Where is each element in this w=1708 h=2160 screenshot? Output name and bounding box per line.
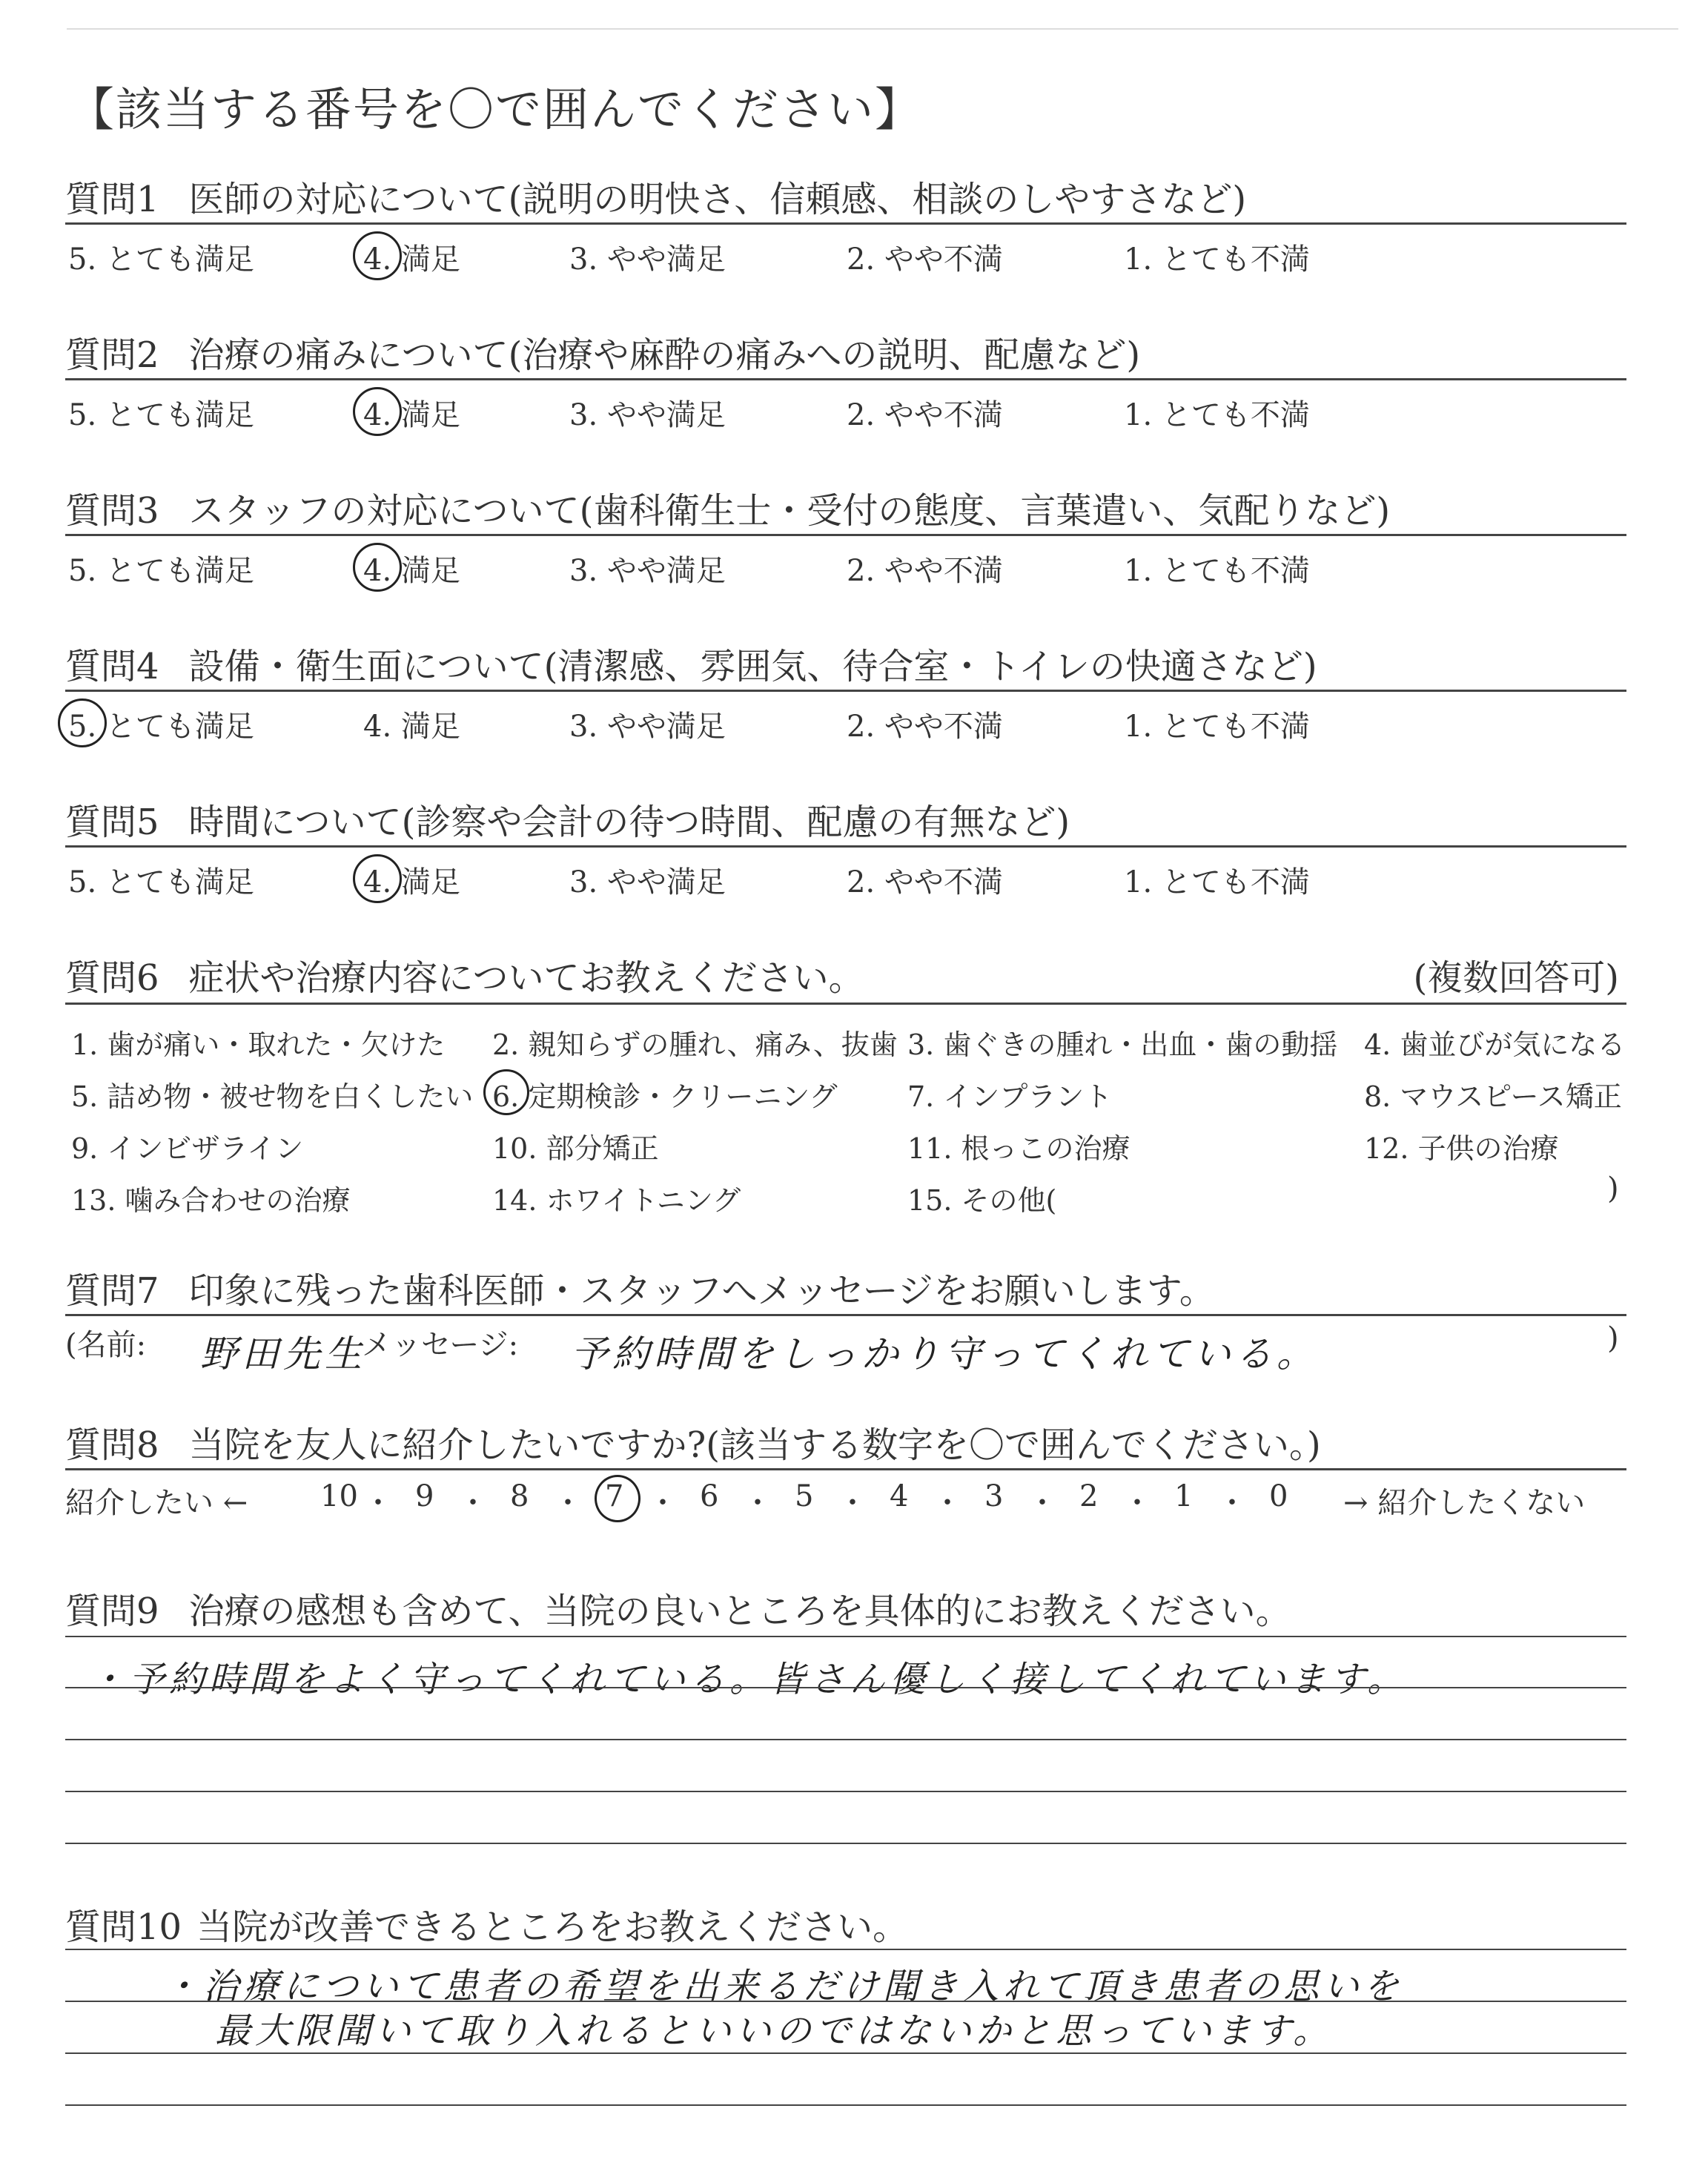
question-4-title bbox=[65, 638, 1317, 689]
q6-option-2[interactable]: 2. 親知らずの腫れ、痛み、抜歯 bbox=[492, 1028, 898, 1061]
rating-option-5[interactable]: 5. とても満足 bbox=[68, 710, 254, 744]
selection-circle bbox=[353, 231, 402, 280]
q6-text: 症状や治療内容についてお教えください。 bbox=[188, 957, 864, 999]
rating-option-4[interactable]: 4. 満足 bbox=[363, 710, 460, 744]
q6-option-3[interactable]: 3. 歯ぐきの腫れ・出血・歯の動揺 bbox=[907, 1028, 1338, 1061]
question-rule bbox=[65, 845, 1626, 848]
q8-rule bbox=[65, 1468, 1626, 1470]
question-rule bbox=[65, 222, 1626, 225]
rating-option-3[interactable]: 3. やや満足 bbox=[569, 554, 726, 588]
rating-option-2[interactable]: 2. やや不満 bbox=[847, 710, 1003, 744]
q8-option-8[interactable]: 8 bbox=[510, 1479, 529, 1513]
q10-title bbox=[65, 1898, 908, 1949]
q8-separator: ・ bbox=[1027, 1486, 1057, 1520]
q9-line bbox=[65, 1791, 1626, 1792]
rating-option-4[interactable]: 4. 満足 bbox=[363, 242, 460, 277]
q8-separator: ・ bbox=[553, 1486, 583, 1520]
q9-text: 治療の感想も含めて、当院の良いところを具体的にお教えください。 bbox=[188, 1591, 1291, 1632]
q8-option-6[interactable]: 6 bbox=[700, 1479, 719, 1513]
q6-option-11[interactable]: 11. 根っこの治療 bbox=[907, 1132, 1131, 1165]
q8-separator: ・ bbox=[933, 1486, 962, 1520]
rating-option-4[interactable]: 4. 満足 bbox=[363, 554, 460, 588]
q8-option-5[interactable]: 5 bbox=[795, 1479, 814, 1513]
q7-name-value: 野田先生 bbox=[200, 1332, 366, 1375]
q8-separator: ・ bbox=[648, 1486, 678, 1520]
q6-option-12[interactable]: 12. 子供の治療 bbox=[1364, 1132, 1559, 1165]
page-header: 【該当する番号を〇で囲んでください】 bbox=[68, 82, 923, 136]
q7-close: ) bbox=[1607, 1321, 1619, 1355]
q10-answer-line2: 最大限聞いて取り入れるといいのではないかと思っています。 bbox=[215, 2010, 1334, 2052]
q6-option-4[interactable]: 4. 歯並びが気になる bbox=[1364, 1028, 1626, 1061]
question-text: 治療の痛みについて(治療や麻酔の痛みへの説明、配慮など) bbox=[188, 334, 1141, 376]
q10-answer-line1: ・治療について患者の希望を出来るだけ聞き入れて頂き患者の思いを bbox=[163, 1966, 1404, 2007]
q10-line bbox=[65, 1949, 1626, 1950]
q7-message-label: メッセージ: bbox=[362, 1328, 519, 1362]
rating-option-5[interactable]: 5. とても満足 bbox=[68, 398, 254, 432]
q8-left-label: 紹介したい ← bbox=[65, 1486, 248, 1520]
q7-text: 印象に残った歯科医師・スタッフへメッセージをお願いします。 bbox=[188, 1270, 1215, 1312]
rating-option-5[interactable]: 5. とても満足 bbox=[68, 242, 254, 277]
q8-separator: ・ bbox=[838, 1486, 867, 1520]
rating-option-4[interactable]: 4. 満足 bbox=[363, 865, 460, 899]
question-number: 質問1 bbox=[65, 179, 159, 220]
q8-separator: ・ bbox=[1217, 1486, 1247, 1520]
q8-separator: ・ bbox=[1122, 1486, 1152, 1520]
selection-circle bbox=[58, 698, 107, 747]
question-rule bbox=[65, 534, 1626, 536]
rating-option-4[interactable]: 4. 満足 bbox=[363, 398, 460, 432]
q8-option-1[interactable]: 1 bbox=[1174, 1479, 1194, 1513]
q6-option-6[interactable]: 6. 定期検診・クリーニング bbox=[492, 1080, 838, 1113]
q10-line bbox=[65, 2052, 1626, 2054]
question-text: 医師の対応について(説明の明快さ、信頼感、相談のしやすさなど) bbox=[188, 179, 1247, 220]
question-5-title bbox=[65, 793, 1070, 845]
question-number: 質問4 bbox=[65, 646, 159, 687]
selection-circle bbox=[353, 854, 402, 903]
rating-option-3[interactable]: 3. やや満足 bbox=[569, 865, 726, 899]
q8-separator: ・ bbox=[458, 1486, 488, 1520]
q6-title bbox=[65, 949, 864, 1000]
q8-title bbox=[65, 1416, 1321, 1467]
q7-rule bbox=[65, 1314, 1626, 1316]
rating-option-2[interactable]: 2. やや不満 bbox=[847, 398, 1003, 432]
q8-option-3[interactable]: 3 bbox=[984, 1479, 1004, 1513]
q6-option-7[interactable]: 7. インプラント bbox=[907, 1080, 1113, 1113]
q9-line bbox=[65, 1739, 1626, 1740]
q8-text: 当院を友人に紹介したいですか?(該当する数字を〇で囲んでください。) bbox=[188, 1424, 1321, 1466]
rating-option-1[interactable]: 1. とても不満 bbox=[1124, 242, 1310, 277]
q6-option-8[interactable]: 8. マウスピース矯正 bbox=[1364, 1080, 1622, 1113]
q7-message-value: 予約時間をしっかり守ってくれている。 bbox=[571, 1332, 1318, 1375]
q9-answer: ・予約時間をよく守ってくれている。皆さん優しく接してくれています。 bbox=[89, 1659, 1408, 1700]
q8-option-7[interactable]: 7 bbox=[605, 1479, 624, 1513]
question-text: スタッフの対応について(歯科衛生士・受付の態度、言葉遣い、気配りなど) bbox=[188, 490, 1391, 532]
rating-option-1[interactable]: 1. とても不満 bbox=[1124, 554, 1310, 588]
q9-title bbox=[65, 1582, 1291, 1634]
q8-option-9[interactable]: 9 bbox=[415, 1479, 434, 1513]
q8-option-2[interactable]: 2 bbox=[1079, 1479, 1099, 1513]
question-rule bbox=[65, 690, 1626, 692]
q7-name-label: (名前: bbox=[65, 1328, 147, 1362]
q8-option-4[interactable]: 4 bbox=[890, 1479, 909, 1513]
rating-option-3[interactable]: 3. やや満足 bbox=[569, 710, 726, 744]
q8-separator: ・ bbox=[743, 1486, 772, 1520]
q7-number: 質問7 bbox=[65, 1270, 159, 1312]
q8-option-10[interactable]: 10 bbox=[320, 1479, 358, 1513]
rating-option-1[interactable]: 1. とても不満 bbox=[1124, 398, 1310, 432]
q9-line bbox=[65, 1687, 1626, 1688]
q6-option-13[interactable]: 13. 噛み合わせの治療 bbox=[71, 1184, 351, 1217]
q6-rule bbox=[65, 1003, 1626, 1005]
q7-title bbox=[65, 1262, 1215, 1313]
selection-circle bbox=[353, 387, 402, 436]
q10-number: 質問10 bbox=[65, 1906, 182, 1948]
q6-option-14[interactable]: 14. ホワイトニング bbox=[492, 1184, 741, 1217]
question-3-title bbox=[65, 482, 1390, 533]
q6-other-close: ) bbox=[1607, 1172, 1619, 1206]
top-border bbox=[67, 28, 1678, 30]
q9-line bbox=[65, 1843, 1626, 1844]
selection-circle bbox=[595, 1475, 640, 1522]
rating-option-2[interactable]: 2. やや不満 bbox=[847, 554, 1003, 588]
question-text: 設備・衛生面について(清潔感、雰囲気、待合室・トイレの快適さなど) bbox=[188, 646, 1317, 687]
selection-circle bbox=[353, 543, 402, 592]
rating-option-5[interactable]: 5. とても満足 bbox=[68, 865, 254, 899]
question-number: 質問3 bbox=[65, 490, 159, 532]
rating-option-3[interactable]: 3. やや満足 bbox=[569, 242, 726, 277]
question-rule bbox=[65, 378, 1626, 380]
question-number: 質問5 bbox=[65, 802, 159, 843]
q6-option-10[interactable]: 10. 部分矯正 bbox=[492, 1132, 659, 1165]
question-number: 質問2 bbox=[65, 334, 159, 376]
q6-number: 質問6 bbox=[65, 957, 159, 999]
rating-option-5[interactable]: 5. とても満足 bbox=[68, 554, 254, 588]
q8-right-label: → 紹介したくない bbox=[1343, 1486, 1586, 1520]
q6-option-15[interactable]: 15. その他( bbox=[907, 1184, 1057, 1217]
q9-number: 質問9 bbox=[65, 1591, 159, 1632]
selection-circle bbox=[483, 1069, 529, 1115]
question-1-title bbox=[65, 171, 1246, 222]
question-text: 時間について(診察や会計の待つ時間、配慮の有無など) bbox=[188, 802, 1070, 843]
q9-line bbox=[65, 1636, 1626, 1637]
q8-number: 質問8 bbox=[65, 1424, 159, 1466]
q8-option-0[interactable]: 0 bbox=[1269, 1479, 1288, 1513]
q8-separator: ・ bbox=[363, 1486, 393, 1520]
question-2-title bbox=[65, 326, 1140, 377]
rating-option-1[interactable]: 1. とても不満 bbox=[1124, 865, 1310, 899]
q10-text: 当院が改善できるところをお教えください。 bbox=[196, 1906, 909, 1948]
rating-option-3[interactable]: 3. やや満足 bbox=[569, 398, 726, 432]
q10-line bbox=[65, 2104, 1626, 2106]
q6-note: (複数回答可) bbox=[1413, 957, 1619, 999]
q6-option-5[interactable]: 5. 詰め物・被せ物を白くしたい bbox=[71, 1080, 474, 1113]
rating-option-1[interactable]: 1. とても不満 bbox=[1124, 710, 1310, 744]
rating-option-2[interactable]: 2. やや不満 bbox=[847, 242, 1003, 277]
q6-option-9[interactable]: 9. インビザライン bbox=[71, 1132, 304, 1165]
q6-option-1[interactable]: 1. 歯が痛い・取れた・欠けた bbox=[71, 1028, 446, 1061]
rating-option-2[interactable]: 2. やや不満 bbox=[847, 865, 1003, 899]
